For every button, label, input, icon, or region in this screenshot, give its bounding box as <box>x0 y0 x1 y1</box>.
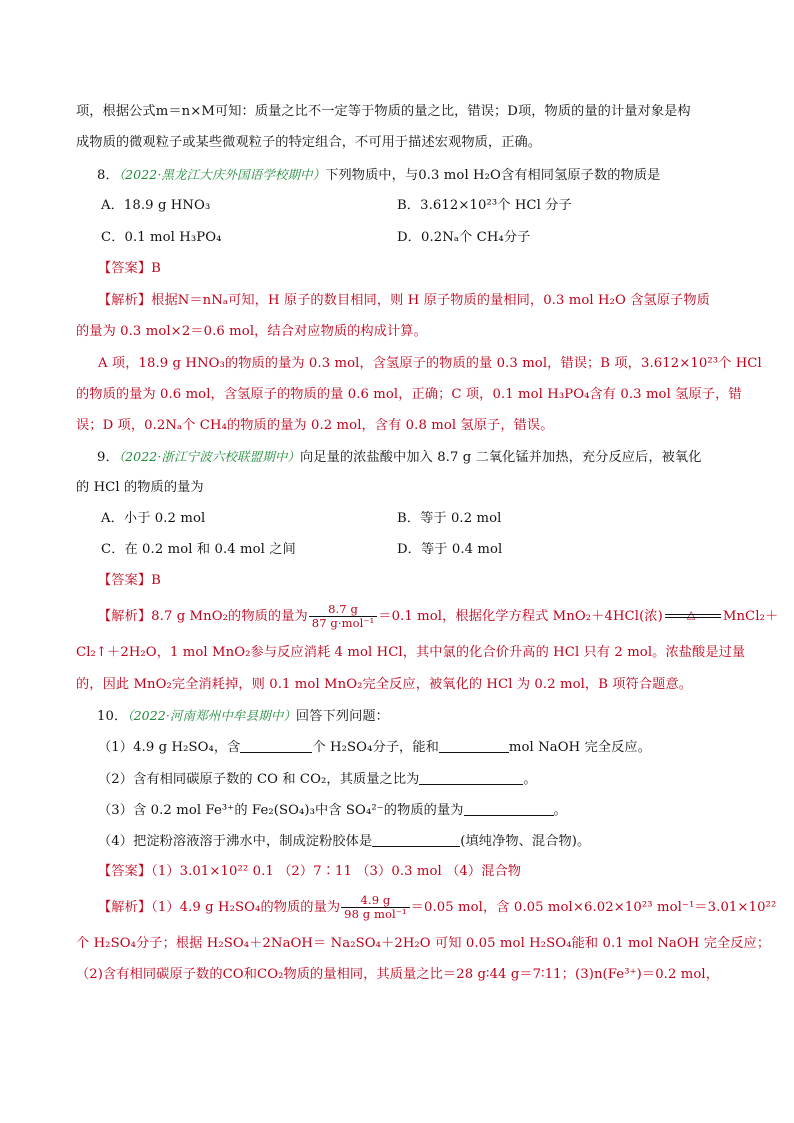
answer-blank[interactable] <box>464 801 554 816</box>
q10-analysis-line-2: 个 H₂SO₄分子；根据 H₂SO₄＋2NaOH＝ Na₂SO₄＋2H₂O 可知 0.05 mol H₂SO₄能和 0.1 mol NaOH 完全反应； <box>76 936 771 951</box>
q8-option-a: A．18.9 g HNO₃ <box>101 198 211 213</box>
answer-label: 【答案】 <box>98 864 152 879</box>
question-9-stem <box>97 448 701 467</box>
fraction-denominator: 98 g mol⁻¹ <box>344 907 407 921</box>
q8-option-b: B．3.612×10²³个 HCl 分子 <box>397 198 572 213</box>
question-text: 回答下列问题： <box>295 709 389 724</box>
q10-part-4 <box>98 832 590 851</box>
q8-analysis-line-3: A 项，18.9 g HNO₃的物质的量为 0.3 mol，含氢原子的物质的量 0.3 mol，错误；B 项，3.612×10²³个 HCl <box>98 356 762 371</box>
question-10-stem <box>97 707 389 726</box>
analysis-text: ＝0.1 mol，根据化学方程式 MnO₂＋4HCl(浓) <box>378 609 663 624</box>
q8-analysis-line-2: 的量为 0.3 mol×2＝0.6 mol，结合对应物质的构成计算。 <box>76 324 427 339</box>
part-text: 。 <box>553 803 567 818</box>
heating-equals-sign <box>663 605 723 623</box>
fraction-numerator: 4.9 g <box>341 894 410 908</box>
q9-analysis-line-3: 的，因此 MnO₂完全消耗掉，则 0.1 mol MnO₂完全反应，被氧化的 HCl 为 0.2 mol，B 项符合题意。 <box>76 677 693 692</box>
question-number: 10． <box>97 709 128 724</box>
analysis-label: 【解析】 <box>98 609 152 624</box>
q10-part-2 <box>98 770 537 789</box>
q8-analysis-line-5: 误；D 项，0.2Nₐ个 CH₄的物质的量为 0.2 mol，含有 0.8 mol 氢原子，错误。 <box>76 418 554 433</box>
answer-value: B <box>151 573 161 588</box>
question-source: （2022·黑龙江大庆外国语学校期中） <box>118 167 326 182</box>
analysis-label: 【解析】 <box>98 900 152 915</box>
q9-analysis-line-1 <box>98 603 778 630</box>
question-8-stem <box>97 166 660 185</box>
q8-option-d: D．0.2Nₐ个 CH₄分子 <box>397 230 531 245</box>
fraction-denominator: 87 g·mol⁻¹ <box>311 616 375 630</box>
answer-label: 【答案】 <box>98 573 152 588</box>
q9-option-b: B．等于 0.2 mol <box>397 511 502 526</box>
q9-answer <box>98 572 161 590</box>
analysis-text: 8.7 g MnO₂的物质的量为 <box>151 609 308 624</box>
q9-option-d: D．等于 0.4 mol <box>397 542 503 557</box>
q8-analysis-line-1 <box>98 292 710 310</box>
fraction <box>341 894 410 921</box>
heat-symbol: △ <box>686 608 696 621</box>
analysis-text: ＝0.05 mol，含 0.05 mol×6.02×10²³ mol⁻¹＝3.01×10²² <box>410 900 777 915</box>
q8-answer <box>98 260 161 278</box>
part-text: （3）含 0.2 mol Fe³⁺的 Fe₂(SO₄)₃中含 SO₄²⁻的物质的量为 <box>98 803 464 818</box>
answer-value: （1）3.01×10²² 0.1 （2）7∶11 （3）0.3 mol （4）混合物 <box>151 864 522 879</box>
q10-analysis-line-3: （2)含有相同碳原子数的CO和CO₂物质的量相同，其质量之比＝28 g∶44 g＝7∶11；(3)n(Fe³⁺)＝0.2 mol， <box>76 967 720 982</box>
question-number: 9． <box>97 450 119 465</box>
part-text: （2）含有相同碳原子数的 CO 和 CO₂，其质量之比为 <box>98 772 420 787</box>
q10-part-3 <box>98 801 567 820</box>
question-number: 8． <box>97 168 119 183</box>
answer-blank[interactable] <box>372 832 460 847</box>
part-text: 个 H₂SO₄分子，能和 <box>312 740 439 755</box>
answer-label: 【答案】 <box>98 261 152 276</box>
q8-option-c: C．0.1 mol H₃PO₄ <box>101 230 222 245</box>
intro-line-2: 成物质的微观粒子或某些微观粒子的特定组合，不可用于描述宏观物质，正确。 <box>76 135 542 150</box>
fraction-numerator: 8.7 g <box>309 603 378 617</box>
fraction <box>309 603 378 630</box>
analysis-text: MnCl₂＋ <box>722 609 779 624</box>
analysis-label: 【解析】 <box>98 293 152 308</box>
answer-blank[interactable] <box>439 738 509 753</box>
part-text: （1）4.9 g H₂SO₄，含 <box>98 740 241 755</box>
q10-answer <box>98 863 521 881</box>
intro-line-1: 项，根据公式m＝n×M可知：质量之比不一定等于物质的量之比，错误；D项，物质的量的计量对象是构 <box>76 104 691 119</box>
question-text: 下列物质中，与0.3 mol H₂O含有相同氢原子数的物质是 <box>325 168 661 183</box>
q10-part-1 <box>98 738 651 757</box>
q9-option-a: A．小于 0.2 mol <box>101 511 206 526</box>
part-text: (填纯净物、混合物)。 <box>460 834 591 849</box>
analysis-text: 根据N＝nNₐ可知，H 原子的数目相同，则 H 原子物质的量相同，0.3 mol H₂O 含氢原子物质 <box>151 293 710 308</box>
part-text: （4）把淀粉溶液溶于沸水中，制成淀粉胶体是 <box>98 834 373 849</box>
question-text: 向足量的浓盐酸中加入 8.7 g 二氧化锰并加热，充分反应后，被氧化 <box>300 450 702 465</box>
q10-analysis-line-1 <box>98 894 776 921</box>
q8-analysis-line-4: 的物质的量为 0.6 mol，含氢原子的物质的量 0.6 mol，正确；C 项，0.1 mol H₃PO₄含有 0.3 mol 氢原子，错 <box>76 387 742 402</box>
part-text: mol NaOH 完全反应。 <box>508 740 652 755</box>
question-9-stem-cont: 的 HCl 的物质的量为 <box>76 480 204 495</box>
q9-option-c: C．在 0.2 mol 和 0.4 mol 之间 <box>101 542 296 557</box>
answer-value: B <box>151 261 161 276</box>
q9-analysis-line-2: Cl₂↑＋2H₂O，1 mol MnO₂参与反应消耗 4 mol HCl，其中氯的化合价升高的 HCl 只有 2 mol。浓盐酸是过量 <box>76 645 746 660</box>
question-source: （2022·河南郑州中牟县期中） <box>127 708 296 723</box>
analysis-text: （1）4.9 g H₂SO₄的物质的量为 <box>151 900 341 915</box>
answer-blank[interactable] <box>419 770 523 785</box>
part-text: 。 <box>523 772 537 787</box>
answer-blank[interactable] <box>240 738 312 753</box>
question-source: （2022·浙江宁波六校联盟期中） <box>118 449 301 464</box>
